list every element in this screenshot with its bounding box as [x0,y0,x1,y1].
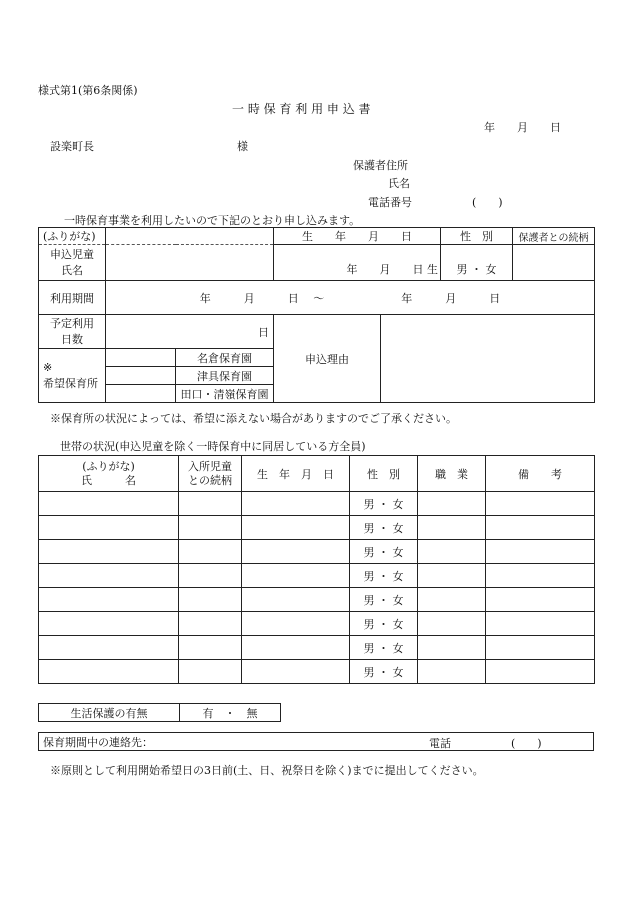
member-birth-input[interactable] [242,612,350,636]
col-job-header: 職 業 [418,456,486,492]
member-birth-input[interactable] [242,660,350,684]
member-name-input[interactable] [39,540,179,564]
member-note-input[interactable] [486,660,595,684]
col-birth-header: 生 年 月 日 [242,456,350,492]
form-number: 様式第1(第6条関係) [38,84,138,97]
contact-phone-label: 電話 [429,737,451,750]
nursery-check[interactable] [106,385,176,403]
member-sex-select[interactable]: 男 ・ 女 [350,588,418,612]
sex-select[interactable]: 男 ・ 女 [441,245,513,281]
member-name-input[interactable] [39,660,179,684]
member-note-input[interactable] [486,540,595,564]
member-birth-input[interactable] [242,492,350,516]
application-table [38,227,595,403]
member-job-input[interactable] [418,564,486,588]
member-name-input[interactable] [39,612,179,636]
household-row [39,492,595,516]
nursery-note-mark: ※ [43,360,53,374]
sex-header: 性 別 [441,228,513,245]
member-job-input[interactable] [418,588,486,612]
birth-date-field[interactable]: 年 月 日 生 [274,245,441,281]
col-name: 氏 名 [81,473,136,487]
member-job-input[interactable] [418,516,486,540]
member-relation-input[interactable] [179,588,242,612]
member-relation-input[interactable] [179,492,242,516]
household-row [39,588,595,612]
member-sex-select[interactable]: 男 ・ 女 [350,492,418,516]
member-relation-input[interactable] [179,540,242,564]
contact-row[interactable] [39,733,594,751]
period-label: 利用期間 [39,281,106,315]
footer-note: ※原則として利用開始希望日の3日前(土、日、祝祭日を除く)までに提出してください。 [50,764,484,777]
household-title: 世帯の状況(申込児童を除く一時保育中に同居している方全員) [60,440,366,453]
member-name-input[interactable] [39,564,179,588]
member-job-input[interactable] [418,492,486,516]
intro-text: 一時保育事業を利用したいので下記のとおり申し込みます。 [64,214,361,227]
col-name-furigana: (ふりがな) [82,459,135,473]
nursery-option[interactable]: 田口・清嶺保育園 [176,385,274,403]
member-job-input[interactable] [418,660,486,684]
contact-table [38,732,594,751]
member-job-input[interactable] [418,636,486,660]
member-birth-input[interactable] [242,636,350,660]
addressee-honorific: 様 [237,140,248,153]
welfare-label: 生活保護の有無 [39,704,180,722]
member-sex-select[interactable]: 男 ・ 女 [350,660,418,684]
member-sex-select[interactable]: 男 ・ 女 [350,564,418,588]
nursery-label-cell [39,349,106,403]
furigana-label: (ふりがな) [39,228,106,245]
member-relation-input[interactable] [179,660,242,684]
member-note-input[interactable] [486,492,595,516]
period-field[interactable]: 年 月 日 ～ 年 月 日 [106,281,595,315]
furigana-input[interactable] [106,228,274,245]
nursery-option[interactable]: 津具保育園 [176,367,274,385]
relation-header: 保護者との続柄 [513,228,595,245]
household-row [39,660,595,684]
member-relation-input[interactable] [179,636,242,660]
household-row [39,540,595,564]
nursery-option[interactable]: 名倉保育園 [176,349,274,367]
member-note-input[interactable] [486,588,595,612]
guardian-name-label: 氏名 [388,177,410,190]
birth-header: 生 年 月 日 [274,228,441,245]
member-note-input[interactable] [486,636,595,660]
household-table [38,455,595,684]
col-relation-header: 入所児童 との続柄 [179,456,242,492]
member-relation-input[interactable] [179,564,242,588]
member-note-input[interactable] [486,516,595,540]
member-sex-select[interactable]: 男 ・ 女 [350,636,418,660]
welfare-table [38,703,281,722]
reason-input[interactable] [381,315,595,403]
household-row [39,564,595,588]
member-birth-input[interactable] [242,540,350,564]
welfare-select[interactable]: 有 ・ 無 [180,704,281,722]
guardian-address-label: 保護者住所 [353,159,408,172]
household-row [39,612,595,636]
member-birth-input[interactable] [242,516,350,540]
member-name-input[interactable] [39,492,179,516]
member-name-input[interactable] [39,636,179,660]
nursery-label: 希望保育所 [43,376,98,390]
nursery-note: ※保育所の状況によっては、希望に添えない場合がありますのでご了承ください。 [50,412,457,425]
member-note-input[interactable] [486,564,595,588]
member-sex-select[interactable]: 男 ・ 女 [350,612,418,636]
member-birth-input[interactable] [242,588,350,612]
date-field[interactable]: 年 月 日 [484,121,561,134]
household-row [39,636,595,660]
col-sex-header: 性 別 [350,456,418,492]
days-label: 予定利用 日数 [39,315,106,349]
addressee: 設楽町長 [50,140,94,153]
contact-label: 保育期間中の連絡先： [43,735,153,749]
member-name-input[interactable] [39,516,179,540]
member-note-input[interactable] [486,612,595,636]
member-relation-input[interactable] [179,612,242,636]
contact-phone-paren[interactable]: ( ) [511,737,542,750]
phone-label: 電話番号 [368,196,412,209]
col-note-header: 備 考 [486,456,595,492]
household-row [39,516,595,540]
relation-input[interactable] [513,245,595,281]
member-birth-input[interactable] [242,564,350,588]
nursery-check[interactable] [106,349,176,367]
member-sex-select[interactable]: 男 ・ 女 [350,516,418,540]
member-name-input[interactable] [39,588,179,612]
phone-area-code[interactable]: ( ) [472,196,503,209]
child-name-input[interactable] [106,245,274,281]
child-name-label: 申込児童 氏名 [39,245,106,281]
col-name-header [39,456,179,492]
member-job-input[interactable] [418,612,486,636]
nursery-check[interactable] [106,367,176,385]
member-sex-select[interactable]: 男 ・ 女 [350,540,418,564]
reason-label: 申込理由 [274,315,381,403]
member-relation-input[interactable] [179,516,242,540]
days-field[interactable]: 日 [106,315,274,349]
form-title: 一 時 保 育 利 用 申 込 書 [232,102,371,116]
member-job-input[interactable] [418,540,486,564]
